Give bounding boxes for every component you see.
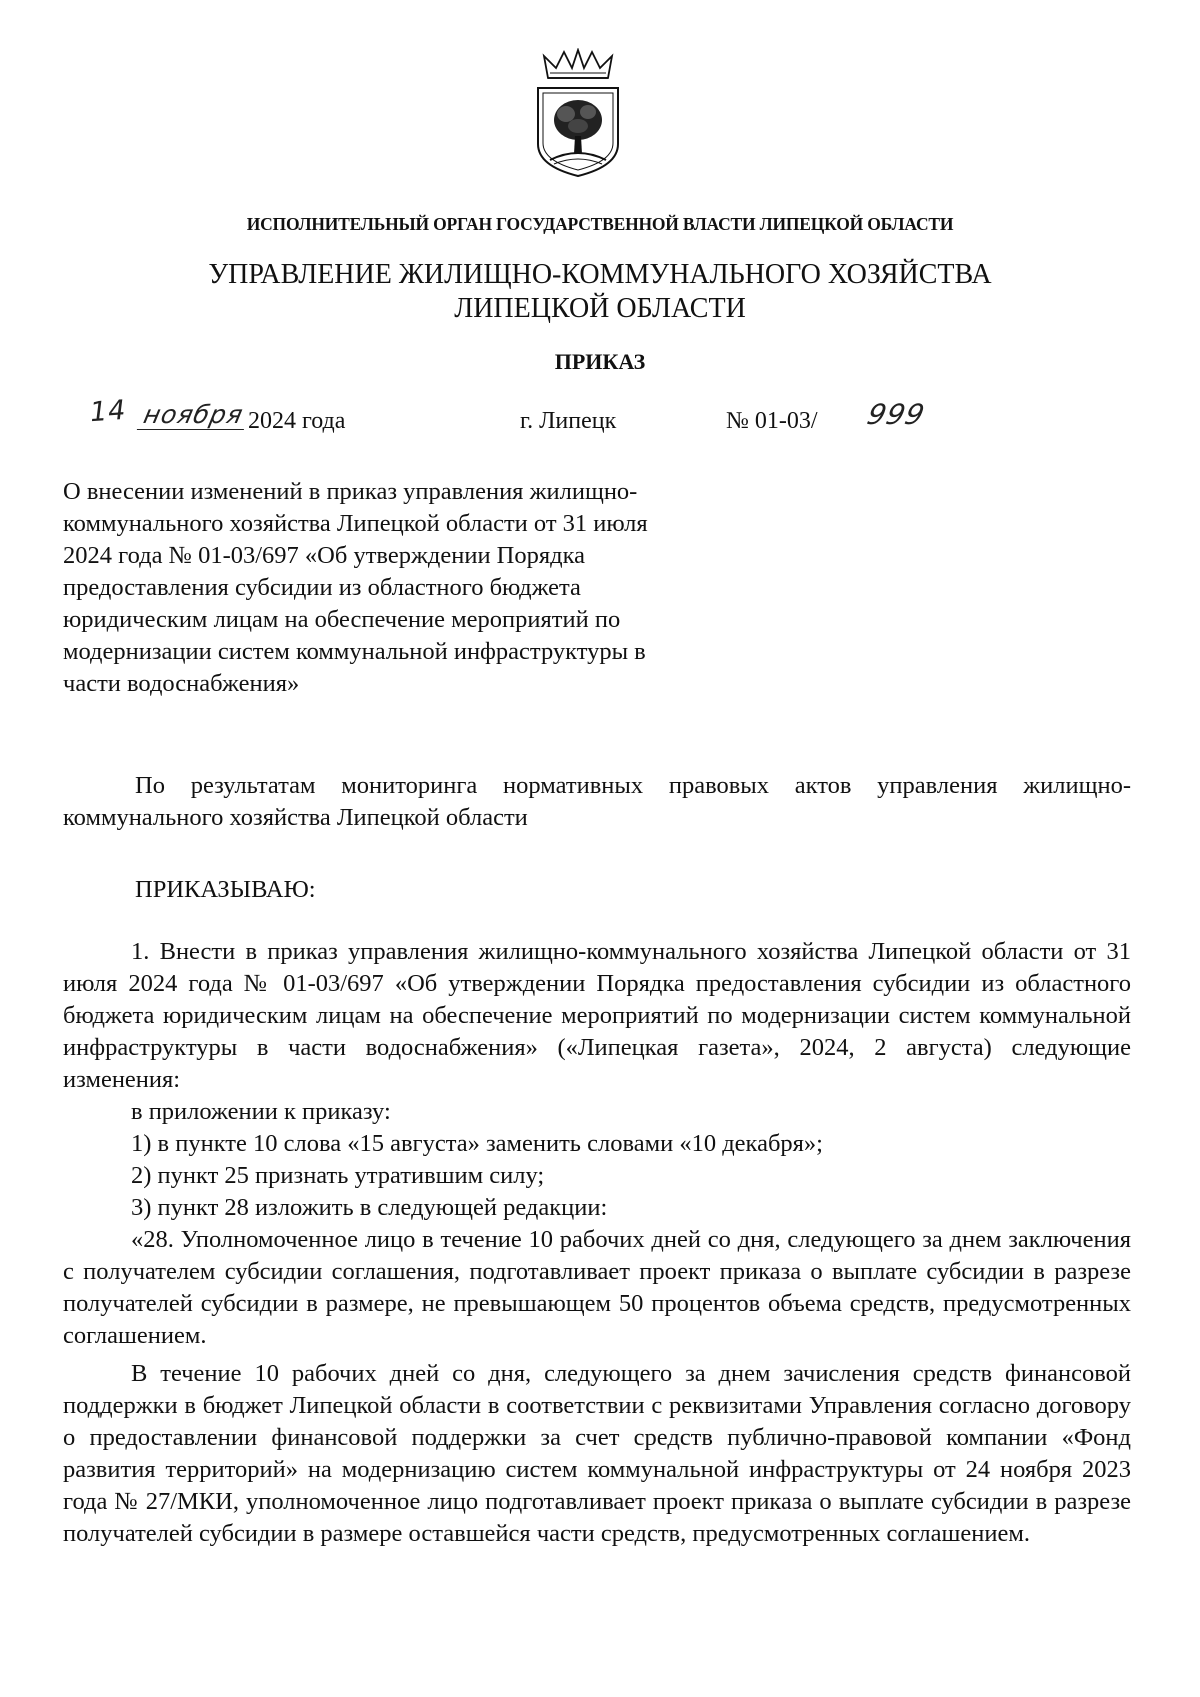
- city: г. Липецк: [520, 408, 617, 434]
- body-item-appendix: в приложении к приказу:: [131, 1098, 391, 1125]
- handwritten-day: 14: [88, 394, 128, 429]
- order-number-prefix: № 01-03/: [726, 408, 818, 434]
- body-paragraph-28: «28. Уполномоченное лицо в течение 10 рабочих дней со дня, следующего за днем заключения с получателем субсидии соглашения, подготавливает проект приказа о выплате субсидии в разрезе получателей субсидии в размере, не превышающем 50 процентов объема средств, предусмотренных соглашением.: [63, 1226, 1131, 1349]
- handwritten-month: ноября: [137, 400, 250, 430]
- body-item-1: 1) в пункте 10 слова «15 августа» заменить словами «10 декабря»;: [131, 1130, 823, 1157]
- preamble-text: По результатам мониторинга нормативных правовых актов управления жилищно-коммунального хозяйства Липецкой области: [63, 772, 1131, 831]
- body-paragraph-1: 1. Внести в приказ управления жилищно-коммунального хозяйства Липецкой области от 31 июля 2024 года № 01-03/697 «Об утверждении Порядка предоставления субсидии из областного бюджета юридическим лицам на обеспечение мероприятий по модернизации систем коммунальной инфраструктуры в части водоснабжения» («Липецкая газета», 2024, 2 августа) следующие изменения:: [63, 938, 1131, 1093]
- preamble: [63, 770, 1131, 834]
- body-paragraph-28-continued: В течение 10 рабочих дней со дня, следующего за днем зачисления средств финансовой поддержки в бюджет Липецкой области в соответствии с реквизитами Управления согласно договору о предоставлении финансовой поддержки за счет средств публично-правовой компании «Фонд развития территорий» на модернизацию систем коммунальной инфраструктуры от 24 ноября 2023 года № 27/МКИ, уполномоченное лицо подготавливает проект приказа о выплате субсидии в разрезе получателей субсидии в размере оставшейся части средств, предусмотренных соглашением.: [63, 1360, 1131, 1547]
- order-subject: О внесении изменений в приказ управления жилищно-коммунального хозяйства Липецкой области от 31 июля 2024 года № 01-03/697 «Об утверждении Порядка предоставления субсидии из областного бюджета юридическим лицам на обеспечение мероприятий по модернизации систем коммунальной инфраструктуры в части водоснабжения»: [63, 478, 648, 697]
- department-name-line-2: ЛИПЕЦКОЙ ОБЛАСТИ: [454, 293, 746, 324]
- date-number-row: [0, 394, 1200, 448]
- coat-of-arms-icon: [530, 48, 626, 180]
- date-year: 2024 года: [248, 408, 346, 434]
- document-title: ПРИКАЗ: [554, 349, 646, 374]
- orders-word: ПРИКАЗЫВАЮ:: [135, 876, 316, 903]
- body-item-3: 3) пункт 28 изложить в следующей редакции:: [131, 1194, 608, 1221]
- department-name-line-1: УПРАВЛЕНИЕ ЖИЛИЩНО-КОММУНАЛЬНОГО ХОЗЯЙСТВА: [208, 259, 992, 290]
- order-body: [63, 936, 1131, 1550]
- handwritten-order-number: 999: [863, 398, 929, 431]
- department-name: [0, 258, 1200, 326]
- org-authority-line: ИСПОЛНИТЕЛЬНЫЙ ОРГАН ГОСУДАРСТВЕННОЙ ВЛАСТИ ЛИПЕЦКОЙ ОБЛАСТИ: [246, 214, 954, 234]
- body-item-2: 2) пункт 25 признать утратившим силу;: [131, 1162, 545, 1189]
